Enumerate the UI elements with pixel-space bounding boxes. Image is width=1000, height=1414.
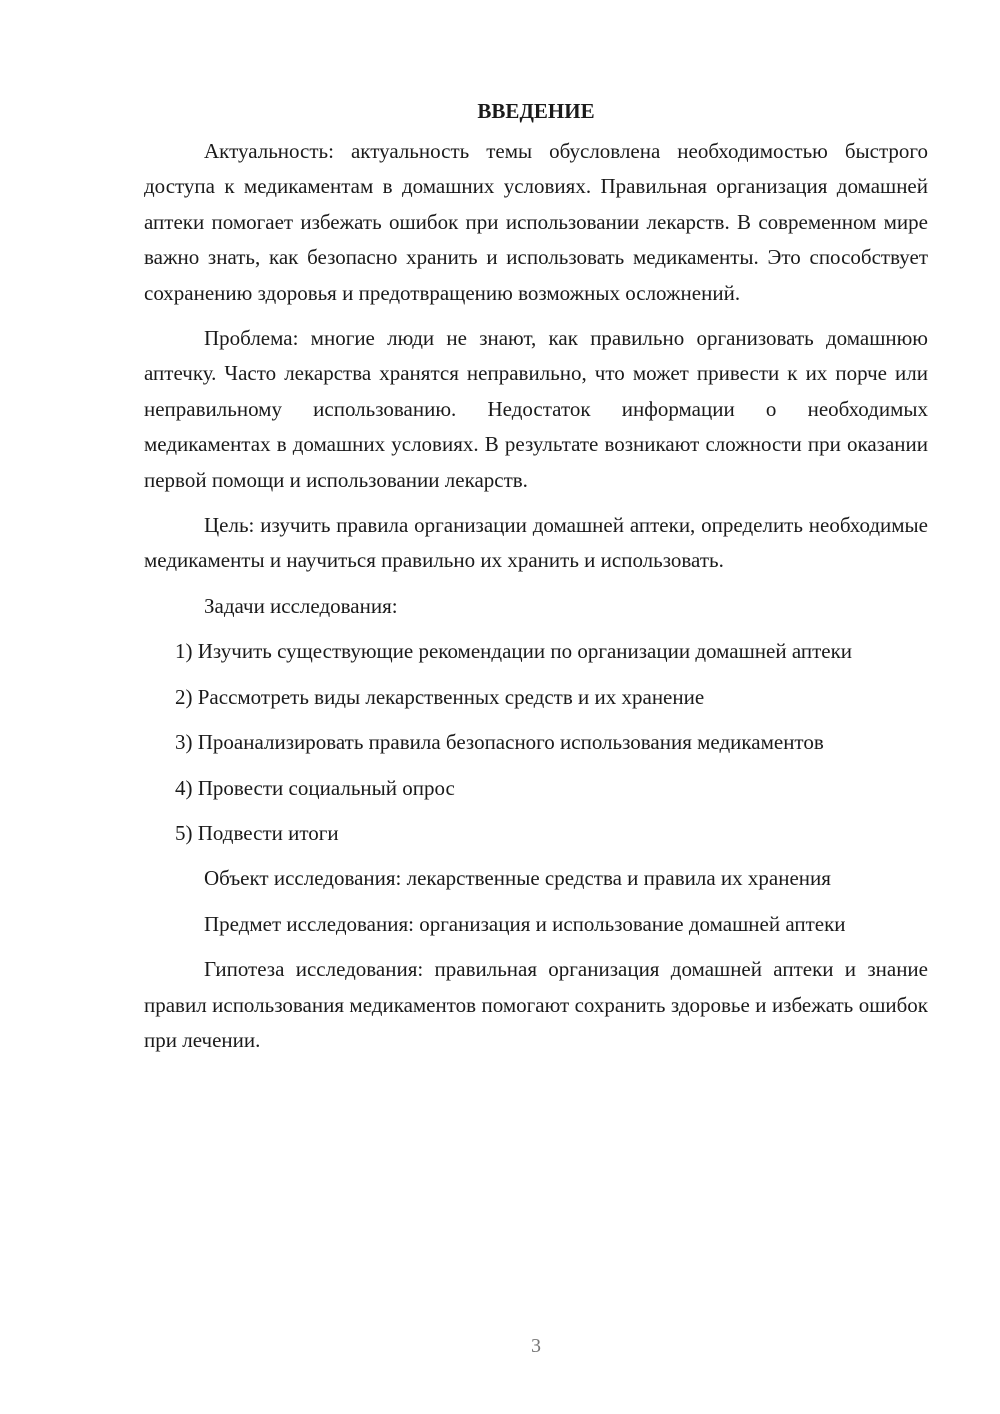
page-number: 3 (531, 1335, 541, 1357)
hypothesis-paragraph: Гипотеза исследования: правильная организация домашней аптеки и знание правил использования медикаментов помогают сохранить здоровье и избежать ошибок при лечении. (144, 957, 928, 1052)
relevance-paragraph: Актуальность: актуальность темы обусловлена необходимостью быстрого доступа к медикаментам в домашних условиях. Правильная организация домашней аптеки помогает избежать ошибок при использовании лекарств. В современном мире важно знать, как безопасно хранить и использовать медикаменты. Это способствует сохранению здоровья и предотвращению возможных осложнений. (144, 139, 928, 305)
task-item-1: 1) Изучить существующие рекомендации по организации домашней аптеки (175, 639, 853, 664)
task-item-3: 3) Проанализировать правила безопасного использования медикаментов (175, 730, 824, 755)
research-object-paragraph: Объект исследования: лекарственные средства и правила их хранения (204, 866, 831, 891)
task-item-2: 2) Рассмотреть виды лекарственных средств и их хранение (175, 684, 705, 709)
page-title: ВВЕДЕНИЕ (477, 99, 595, 123)
task-item-4: 4) Провести социальный опрос (175, 775, 455, 800)
research-subject-paragraph: Предмет исследования: организация и использование домашней аптеки (204, 911, 846, 936)
task-item-5: 5) Подвести итоги (175, 820, 339, 845)
tasks-heading: Задачи исследования: (204, 593, 398, 618)
goal-paragraph: Цель: изучить правила организации домашней аптеки, определить необходимые медикаменты и научиться правильно их хранить и использовать. (144, 513, 928, 573)
page-content (144, 96, 928, 1068)
problem-paragraph: Проблема: многие люди не знают, как правильно организовать домашнюю аптечку. Часто лекарства хранятся неправильно, что может привести к их порче или неправильному использованию. Недостаток информации о необходимых медикаментах в домашних условиях. В результате возникают сложности при оказании первой помощи и использовании лекарств. (144, 326, 928, 492)
